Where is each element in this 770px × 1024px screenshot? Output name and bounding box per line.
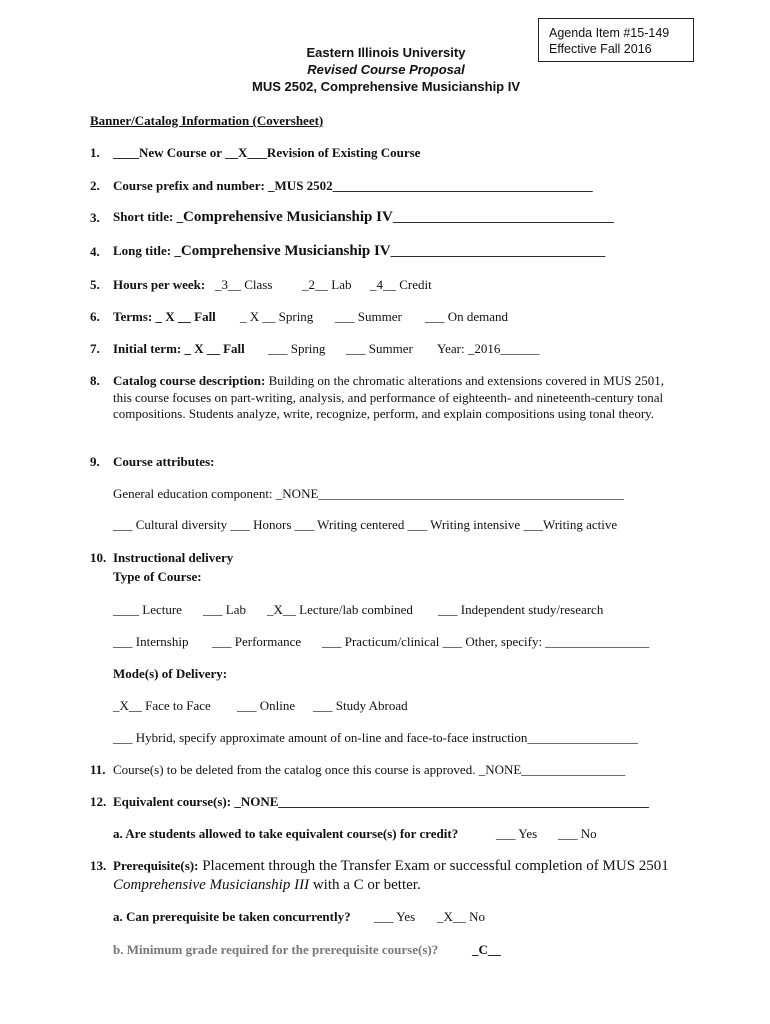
mode-online: ___ Online [237,698,296,713]
minimum-grade-question: b. Minimum grade required for the prerequisite course(s)? [113,942,439,957]
type-internship: ___ Internship [113,634,189,649]
long-title-label: Long title: _ [113,243,181,258]
prerequisites-text: Placement through the Transfer Exam or successful completion of MUS 2501 [202,858,669,874]
lab-hours: _2__ Lab [302,277,352,292]
item-number: 11. [90,762,106,777]
item-number: 9. [90,454,100,469]
item-number: 13. [90,858,107,873]
item-number: 3. [90,210,100,225]
instructional-delivery-label: Instructional delivery [113,550,234,565]
concurrent-no: _X__ No [437,909,486,924]
terms-fall [113,309,216,325]
equivalent-credit-no: ___ No [558,826,597,841]
initial-term-fall [113,341,245,357]
initial-term-spring: ___ Spring [268,341,326,356]
prerequisites-label: Prerequisite(s): [113,858,199,873]
type-of-course-label: Type of Course: [113,569,202,584]
concurrent-yes: ___ Yes [374,909,416,924]
class-hours: _3__ Class [215,277,273,292]
terms-spring: _ X __ Spring [240,309,314,324]
short-title-blank: __________________________________ [392,209,614,224]
terms-on-demand: ___ On demand [425,309,509,324]
courses-to-delete: Course(s) to be deleted from the catalog once this course is approved. _NONE________________ [113,762,626,777]
course-title: MUS 2502, Comprehensive Musicianship IV [251,79,521,94]
gen-ed-component: General education component: _NONE_______________________________________________ [113,486,624,501]
short-title-label: Short title: _ [113,209,184,224]
type-independent-study: ___ Independent study/research [438,602,604,617]
modes-of-delivery-label: Mode(s) of Delivery: [113,666,228,681]
prerequisite-course-name: Comprehensive Musicianship III [113,877,310,893]
concurrent-question: a. Can prerequisite be taken concurrently? [113,909,351,924]
item-number: 4. [90,244,100,259]
course-attributes-label: Course attributes: [113,454,215,469]
initial-term-year: Year: _2016______ [437,341,540,356]
course-prefix-line: Course prefix and number: _MUS 2502________________________________________ [113,178,593,193]
item-number: 8. [90,373,100,388]
agenda-item-number: Agenda Item #15-149 [549,26,670,40]
section-title: Banner/Catalog Information (Coversheet) [90,113,324,128]
mode-study-abroad: ___ Study Abroad [313,698,408,713]
proposal-type: Revised Course Proposal [307,62,465,77]
equivalent-credit-yes: ___ Yes [496,826,538,841]
type-lecture-lab: _X__ Lecture/lab combined [267,602,413,617]
effective-term: Effective Fall 2016 [549,42,652,56]
terms-label: Terms: _ X __ Fall [113,309,216,324]
mode-hybrid: ___ Hybrid, specify approximate amount of on-line and face-to-face instruction_________________ [113,730,638,745]
item-number: 12. [90,794,107,809]
initial-term-label: Initial term: _ X __ Fall [113,341,245,356]
catalog-description-label: Catalog course description: [113,373,266,388]
type-practicum-other: ___ Practicum/clinical ___ Other, specify: ________________ [322,634,650,649]
type-lab: ___ Lab [203,602,246,617]
mode-face-to-face: _X__ Face to Face [113,698,211,713]
item-number: 7. [90,341,100,356]
university-name: Eastern Illinois University [306,45,466,60]
terms-summer: ___ Summer [335,309,402,324]
long-title-value: Comprehensive Musicianship IV [180,243,391,259]
prerequisite-grade-text: with a C or better. [309,877,421,893]
catalog-description [113,373,673,423]
minimum-grade-value: _C__ [472,942,501,957]
item-number: 1. [90,145,100,160]
item-number: 10. [90,550,107,565]
item-number: 2. [90,178,100,193]
document-header [200,44,572,95]
course-type-line: ____New Course or __X___Revision of Existing Course [113,145,421,160]
long-title-blank: _________________________________ [390,243,606,258]
credit-hours: _4__ Credit [370,277,432,292]
attribute-options: ___ Cultural diversity ___ Honors ___ Writing centered ___ Writing intensive ___Writing active [113,517,618,532]
type-lecture: ____ Lecture [113,602,182,617]
equivalent-courses: Equivalent course(s): _NONE_________________________________________________________ [113,794,649,809]
catalog-description-text: Building on the chromatic alterations and extensions covered in MUS 2501, this course focuses on part-writing, analysis, and performance of eighteenth- and nineteenth-century tonal compositions. Students analyze, write, recognize, perform, and explain compositions using tonal theory. [113,373,664,421]
long-title-line [113,243,605,260]
short-title-value: Comprehensive Musicianship IV [183,209,393,225]
type-performance: ___ Performance [212,634,302,649]
prerequisites [113,856,713,895]
item-number: 5. [90,277,100,292]
item-number: 6. [90,309,100,324]
initial-term-summer: ___ Summer [346,341,413,356]
hours-label: Hours per week: [113,277,206,292]
equivalent-credit-question: a. Are students allowed to take equivalent course(s) for credit? [113,826,459,841]
short-title-line [113,209,614,226]
